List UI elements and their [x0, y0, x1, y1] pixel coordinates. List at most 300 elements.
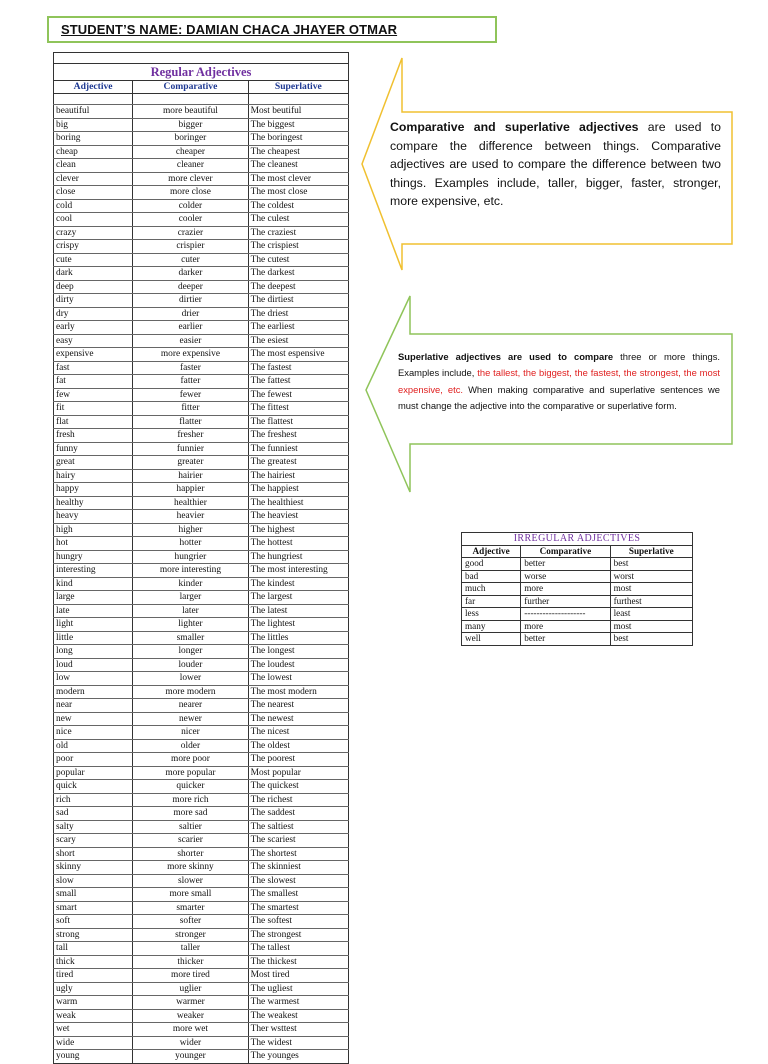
comparative-cell: more poor: [133, 753, 248, 767]
header-comparative: Comparative: [133, 81, 248, 94]
table-row: [54, 321, 349, 335]
adjective-cell: dry: [54, 307, 133, 321]
adjective-cell: crispy: [54, 240, 133, 254]
irregular-comparative-cell: further: [521, 595, 610, 608]
irregular-superlative-cell: most: [610, 583, 692, 596]
comparative-cell: weaker: [133, 1009, 248, 1023]
superlative-cell: The softest: [248, 915, 348, 929]
superlative-cell: The younges: [248, 1050, 348, 1064]
comparative-cell: older: [133, 739, 248, 753]
comparative-cell: quicker: [133, 780, 248, 794]
superlative-cell: The weakest: [248, 1009, 348, 1023]
irregular-table-row: [462, 570, 693, 583]
superlative-cell: The littles: [248, 631, 348, 645]
irregular-superlative-cell: least: [610, 608, 692, 621]
adjective-cell: small: [54, 888, 133, 902]
table-row: [54, 240, 349, 254]
superlative-cell: The biggest: [248, 118, 348, 132]
comparative-cell: more popular: [133, 766, 248, 780]
superlative-cell: The deepest: [248, 280, 348, 294]
table-row: [54, 564, 349, 578]
adjective-cell: skinny: [54, 861, 133, 875]
table-row: [54, 105, 349, 119]
table-row: [54, 672, 349, 686]
table-row: [54, 739, 349, 753]
superlative-cell: The boringest: [248, 132, 348, 146]
table-row: [54, 631, 349, 645]
comparative-cell: more clever: [133, 172, 248, 186]
superlative-cell: The craziest: [248, 226, 348, 240]
comparative-cell: smaller: [133, 631, 248, 645]
irregular-table-row: [462, 620, 693, 633]
adjective-cell: quick: [54, 780, 133, 794]
comparative-cell: fresher: [133, 429, 248, 443]
superlative-cell: The newest: [248, 712, 348, 726]
superlative-cell: The shortest: [248, 847, 348, 861]
table-row: [54, 753, 349, 767]
superlative-cell: The nearest: [248, 699, 348, 713]
table-row: [54, 901, 349, 915]
comparative-cell: crazier: [133, 226, 248, 240]
adjective-cell: heavy: [54, 510, 133, 524]
comparative-cell: nicer: [133, 726, 248, 740]
comparative-cell: drier: [133, 307, 248, 321]
adjective-cell: close: [54, 186, 133, 200]
adjective-cell: happy: [54, 483, 133, 497]
comparative-cell: more wet: [133, 1023, 248, 1037]
comparative-cell: more expensive: [133, 348, 248, 362]
comparative-cell: crispier: [133, 240, 248, 254]
table-row: [54, 186, 349, 200]
superlative-cell: The hairiest: [248, 469, 348, 483]
comparative-cell: hotter: [133, 537, 248, 551]
superlative-cell: The warmest: [248, 996, 348, 1010]
superlative-callout-bold: Superlative adjectives are used to compare: [398, 351, 614, 362]
superlative-cell: The skinniest: [248, 861, 348, 875]
irregular-superlative-cell: furthest: [610, 595, 692, 608]
superlative-cell: The kindest: [248, 577, 348, 591]
comparative-cell: wider: [133, 1036, 248, 1050]
superlative-cell: The nicest: [248, 726, 348, 740]
comparative-callout-bold: Comparative and superlative adjectives: [390, 120, 639, 134]
adjective-cell: expensive: [54, 348, 133, 362]
adjective-cell: dirty: [54, 294, 133, 308]
comparative-cell: fatter: [133, 375, 248, 389]
comparative-cell: earlier: [133, 321, 248, 335]
comparative-cell: scarier: [133, 834, 248, 848]
table-row: [54, 807, 349, 821]
superlative-cell: The driest: [248, 307, 348, 321]
comparative-cell: deeper: [133, 280, 248, 294]
adjective-cell: short: [54, 847, 133, 861]
superlative-cell: The most close: [248, 186, 348, 200]
comparative-cell: more beautiful: [133, 105, 248, 119]
irregular-adjective-cell: less: [462, 608, 521, 621]
table-row: [54, 213, 349, 227]
comparative-cell: hairier: [133, 469, 248, 483]
adjective-cell: high: [54, 523, 133, 537]
superlative-cell: The latest: [248, 604, 348, 618]
adjective-cell: light: [54, 618, 133, 632]
table-row: [54, 982, 349, 996]
irregular-comparative-cell: worse: [521, 570, 610, 583]
irregular-header-comparative: Comparative: [521, 545, 610, 558]
adjective-cell: old: [54, 739, 133, 753]
table-row: [54, 280, 349, 294]
table-row: [54, 888, 349, 902]
irregular-title-row: [462, 533, 693, 546]
regular-adjectives-table: [53, 52, 349, 1064]
adjective-cell: strong: [54, 928, 133, 942]
comparative-cell: taller: [133, 942, 248, 956]
table-row: [54, 591, 349, 605]
adjective-cell: warm: [54, 996, 133, 1010]
superlative-cell: The slowest: [248, 874, 348, 888]
comparative-cell: bigger: [133, 118, 248, 132]
adjective-cell: nice: [54, 726, 133, 740]
superlative-cell: The widest: [248, 1036, 348, 1050]
superlative-cell: The ugliest: [248, 982, 348, 996]
table-row: [54, 1009, 349, 1023]
superlative-cell: The culest: [248, 213, 348, 227]
adjective-cell: beautiful: [54, 105, 133, 119]
adjective-cell: long: [54, 645, 133, 659]
superlative-cell: The longest: [248, 645, 348, 659]
irregular-adjective-cell: well: [462, 633, 521, 646]
superlative-callout-body-b: When making comparative and superlative sentences we must change the adjective into the comparative or superlative form.: [398, 383, 720, 411]
superlative-cell: The darkest: [248, 267, 348, 281]
table-row: [54, 847, 349, 861]
adjective-cell: healthy: [54, 496, 133, 510]
table-row: [54, 496, 349, 510]
table-row: [54, 780, 349, 794]
table-row: [54, 510, 349, 524]
table-row: [54, 442, 349, 456]
irregular-table-row: [462, 558, 693, 571]
superlative-cell: The cutest: [248, 253, 348, 267]
comparative-cell: cuter: [133, 253, 248, 267]
superlative-cell: The coldest: [248, 199, 348, 213]
superlative-cell: Most popular: [248, 766, 348, 780]
table-row: [54, 172, 349, 186]
table-row: [54, 550, 349, 564]
comparative-cell: more small: [133, 888, 248, 902]
header-superlative: Superlative: [248, 81, 348, 94]
superlative-cell: The poorest: [248, 753, 348, 767]
adjective-cell: fresh: [54, 429, 133, 443]
table-top-blank-row: [54, 53, 349, 64]
adjective-cell: loud: [54, 658, 133, 672]
comparative-cell: longer: [133, 645, 248, 659]
adjective-cell: kind: [54, 577, 133, 591]
superlative-cell: The strongest: [248, 928, 348, 942]
adjective-cell: crazy: [54, 226, 133, 240]
superlative-cell: Most tired: [248, 969, 348, 983]
comparative-cell: lower: [133, 672, 248, 686]
regular-header-row: [54, 81, 349, 94]
irregular-adjective-cell: much: [462, 583, 521, 596]
table-row: [54, 145, 349, 159]
comparative-cell: smarter: [133, 901, 248, 915]
table-row: [54, 658, 349, 672]
irregular-adjective-cell: good: [462, 558, 521, 571]
irregular-adjective-cell: far: [462, 595, 521, 608]
superlative-cell: The fittest: [248, 402, 348, 416]
superlative-cell: The crispiest: [248, 240, 348, 254]
table-row: [54, 996, 349, 1010]
comparative-cell: hungrier: [133, 550, 248, 564]
comparative-cell: more close: [133, 186, 248, 200]
irregular-table-row: [462, 633, 693, 646]
comparative-cell: more interesting: [133, 564, 248, 578]
adjective-cell: cute: [54, 253, 133, 267]
table-row: [54, 348, 349, 362]
superlative-cell: The most interesting: [248, 564, 348, 578]
superlative-cell: The hottest: [248, 537, 348, 551]
superlative-cell: The smartest: [248, 901, 348, 915]
table-row: [54, 699, 349, 713]
adjective-cell: salty: [54, 820, 133, 834]
comparative-cell: fitter: [133, 402, 248, 416]
adjective-cell: rich: [54, 793, 133, 807]
irregular-superlative-cell: best: [610, 558, 692, 571]
comparative-cell: kinder: [133, 577, 248, 591]
superlative-cell: The most clever: [248, 172, 348, 186]
adjective-cell: hungry: [54, 550, 133, 564]
table-row: [54, 766, 349, 780]
superlative-cell: The tallest: [248, 942, 348, 956]
adjective-cell: clever: [54, 172, 133, 186]
adjective-cell: soft: [54, 915, 133, 929]
irregular-comparative-cell: more: [521, 583, 610, 596]
table-row: [54, 1050, 349, 1064]
adjective-cell: dark: [54, 267, 133, 281]
superlative-cell: The lowest: [248, 672, 348, 686]
comparative-cell: healthier: [133, 496, 248, 510]
student-name-box: [47, 16, 497, 43]
superlative-cell: The fattest: [248, 375, 348, 389]
adjective-cell: flat: [54, 415, 133, 429]
adjective-cell: tired: [54, 969, 133, 983]
comparative-cell: warmer: [133, 996, 248, 1010]
comparative-cell: funnier: [133, 442, 248, 456]
adjective-cell: fat: [54, 375, 133, 389]
superlative-cell: The saddest: [248, 807, 348, 821]
table-row: [54, 1036, 349, 1050]
table-row: [54, 834, 349, 848]
comparative-cell: cooler: [133, 213, 248, 227]
table-row: [54, 712, 349, 726]
comparative-cell: later: [133, 604, 248, 618]
table-row: [54, 874, 349, 888]
table-row: [54, 334, 349, 348]
adjective-cell: poor: [54, 753, 133, 767]
table-row: [54, 253, 349, 267]
superlative-cell: The happiest: [248, 483, 348, 497]
comparative-cell: shorter: [133, 847, 248, 861]
comparative-cell: louder: [133, 658, 248, 672]
superlative-cell: The hungriest: [248, 550, 348, 564]
comparative-cell: larger: [133, 591, 248, 605]
superlative-cell: The freshest: [248, 429, 348, 443]
comparative-cell: saltier: [133, 820, 248, 834]
table-row: [54, 388, 349, 402]
table-row: [54, 199, 349, 213]
comparative-cell: thicker: [133, 955, 248, 969]
header-gap-row: [54, 94, 349, 105]
comparative-cell: flatter: [133, 415, 248, 429]
adjective-cell: cheap: [54, 145, 133, 159]
irregular-header-superlative: Superlative: [610, 545, 692, 558]
superlative-cell: The cleanest: [248, 159, 348, 173]
table-row: [54, 942, 349, 956]
table-row: [54, 685, 349, 699]
adjective-cell: deep: [54, 280, 133, 294]
comparative-cell: faster: [133, 361, 248, 375]
student-name: STUDENT’S NAME: DAMIAN CHACA JHAYER OTMAR: [61, 22, 398, 37]
comparative-cell: slower: [133, 874, 248, 888]
adjective-cell: new: [54, 712, 133, 726]
superlative-cell: The thickest: [248, 955, 348, 969]
irregular-adjectives-table: [461, 532, 693, 646]
adjective-cell: large: [54, 591, 133, 605]
irregular-superlative-cell: worst: [610, 570, 692, 583]
superlative-callout-body-a: three or more things. Examples include,: [398, 351, 721, 379]
table-row: [54, 955, 349, 969]
irregular-comparative-cell: better: [521, 633, 610, 646]
table-row: [54, 861, 349, 875]
regular-title-row: [54, 64, 349, 81]
regular-adjectives-title: Regular Adjectives: [54, 64, 349, 81]
adjective-cell: big: [54, 118, 133, 132]
adjective-cell: easy: [54, 334, 133, 348]
adjective-cell: slow: [54, 874, 133, 888]
adjective-cell: boring: [54, 132, 133, 146]
table-row: [54, 429, 349, 443]
superlative-callout-text: [398, 349, 720, 414]
adjective-cell: hairy: [54, 469, 133, 483]
superlative-cell: The heaviest: [248, 510, 348, 524]
adjective-cell: interesting: [54, 564, 133, 578]
irregular-superlative-cell: most: [610, 620, 692, 633]
table-row: [54, 604, 349, 618]
table-row: [54, 577, 349, 591]
irregular-table-row: [462, 595, 693, 608]
table-row: [54, 1023, 349, 1037]
comparative-cell: cleaner: [133, 159, 248, 173]
superlative-cell: The highest: [248, 523, 348, 537]
table-row: [54, 159, 349, 173]
comparative-cell: higher: [133, 523, 248, 537]
comparative-cell: softer: [133, 915, 248, 929]
comparative-cell: fewer: [133, 388, 248, 402]
superlative-cell: The saltiest: [248, 820, 348, 834]
table-row: [54, 793, 349, 807]
table-row: [54, 307, 349, 321]
irregular-superlative-cell: best: [610, 633, 692, 646]
table-row: [54, 415, 349, 429]
superlative-callout-examples: the tallest, the biggest, the fastest, the strongest, the most expensive, etc.: [398, 367, 720, 395]
table-row: [54, 523, 349, 537]
comparative-cell: happier: [133, 483, 248, 497]
table-row: [54, 118, 349, 132]
comparative-cell: darker: [133, 267, 248, 281]
adjective-cell: weak: [54, 1009, 133, 1023]
adjective-cell: wide: [54, 1036, 133, 1050]
comparative-cell: boringer: [133, 132, 248, 146]
comparative-cell: cheaper: [133, 145, 248, 159]
superlative-cell: The oldest: [248, 739, 348, 753]
irregular-adjective-cell: many: [462, 620, 521, 633]
table-row: [54, 402, 349, 416]
adjective-cell: ugly: [54, 982, 133, 996]
comparative-callout-text: [390, 118, 721, 211]
comparative-cell: uglier: [133, 982, 248, 996]
comparative-cell: nearer: [133, 699, 248, 713]
irregular-header-row: [462, 545, 693, 558]
superlative-cell: The cheapest: [248, 145, 348, 159]
adjective-cell: little: [54, 631, 133, 645]
superlative-cell: The fewest: [248, 388, 348, 402]
table-row: [54, 469, 349, 483]
adjective-cell: wet: [54, 1023, 133, 1037]
superlative-cell: The flattest: [248, 415, 348, 429]
comparative-cell: more sad: [133, 807, 248, 821]
table-row: [54, 645, 349, 659]
comparative-cell: more rich: [133, 793, 248, 807]
comparative-cell: easier: [133, 334, 248, 348]
adjective-cell: young: [54, 1050, 133, 1064]
irregular-comparative-cell: more: [521, 620, 610, 633]
comparative-cell: stronger: [133, 928, 248, 942]
superlative-cell: The esiest: [248, 334, 348, 348]
superlative-cell: The dirtiest: [248, 294, 348, 308]
comparative-cell: more skinny: [133, 861, 248, 875]
adjective-cell: fast: [54, 361, 133, 375]
superlative-cell: The earliest: [248, 321, 348, 335]
superlative-cell: The richest: [248, 793, 348, 807]
adjective-cell: late: [54, 604, 133, 618]
adjective-cell: smart: [54, 901, 133, 915]
adjective-cell: few: [54, 388, 133, 402]
irregular-header-adjective: Adjective: [462, 545, 521, 558]
irregular-adjective-cell: bad: [462, 570, 521, 583]
comparative-cell: dirtier: [133, 294, 248, 308]
irregular-table-row: [462, 608, 693, 621]
header-adjective: Adjective: [54, 81, 133, 94]
superlative-cell: Ther wsttest: [248, 1023, 348, 1037]
irregular-table-row: [462, 583, 693, 596]
adjective-cell: hot: [54, 537, 133, 551]
superlative-cell: The quickest: [248, 780, 348, 794]
adjective-cell: scary: [54, 834, 133, 848]
comparative-cell: heavier: [133, 510, 248, 524]
adjective-cell: clean: [54, 159, 133, 173]
comparative-cell: colder: [133, 199, 248, 213]
superlative-cell: The fastest: [248, 361, 348, 375]
table-row: [54, 618, 349, 632]
superlative-cell: The scariest: [248, 834, 348, 848]
superlative-cell: The funniest: [248, 442, 348, 456]
irregular-adjectives-title: IRREGULAR ADJECTIVES: [462, 533, 693, 546]
irregular-comparative-cell: better: [521, 558, 610, 571]
table-row: [54, 375, 349, 389]
superlative-cell: The largest: [248, 591, 348, 605]
superlative-cell: The healthiest: [248, 496, 348, 510]
superlative-cell: The loudest: [248, 658, 348, 672]
comparative-callout-body: are used to compare the difference between things. Comparative adjectives are used to compare the difference between two things. Examples include, taller, bigger, faster, stronger, more expensive, etc.: [390, 120, 721, 208]
adjective-cell: fit: [54, 402, 133, 416]
